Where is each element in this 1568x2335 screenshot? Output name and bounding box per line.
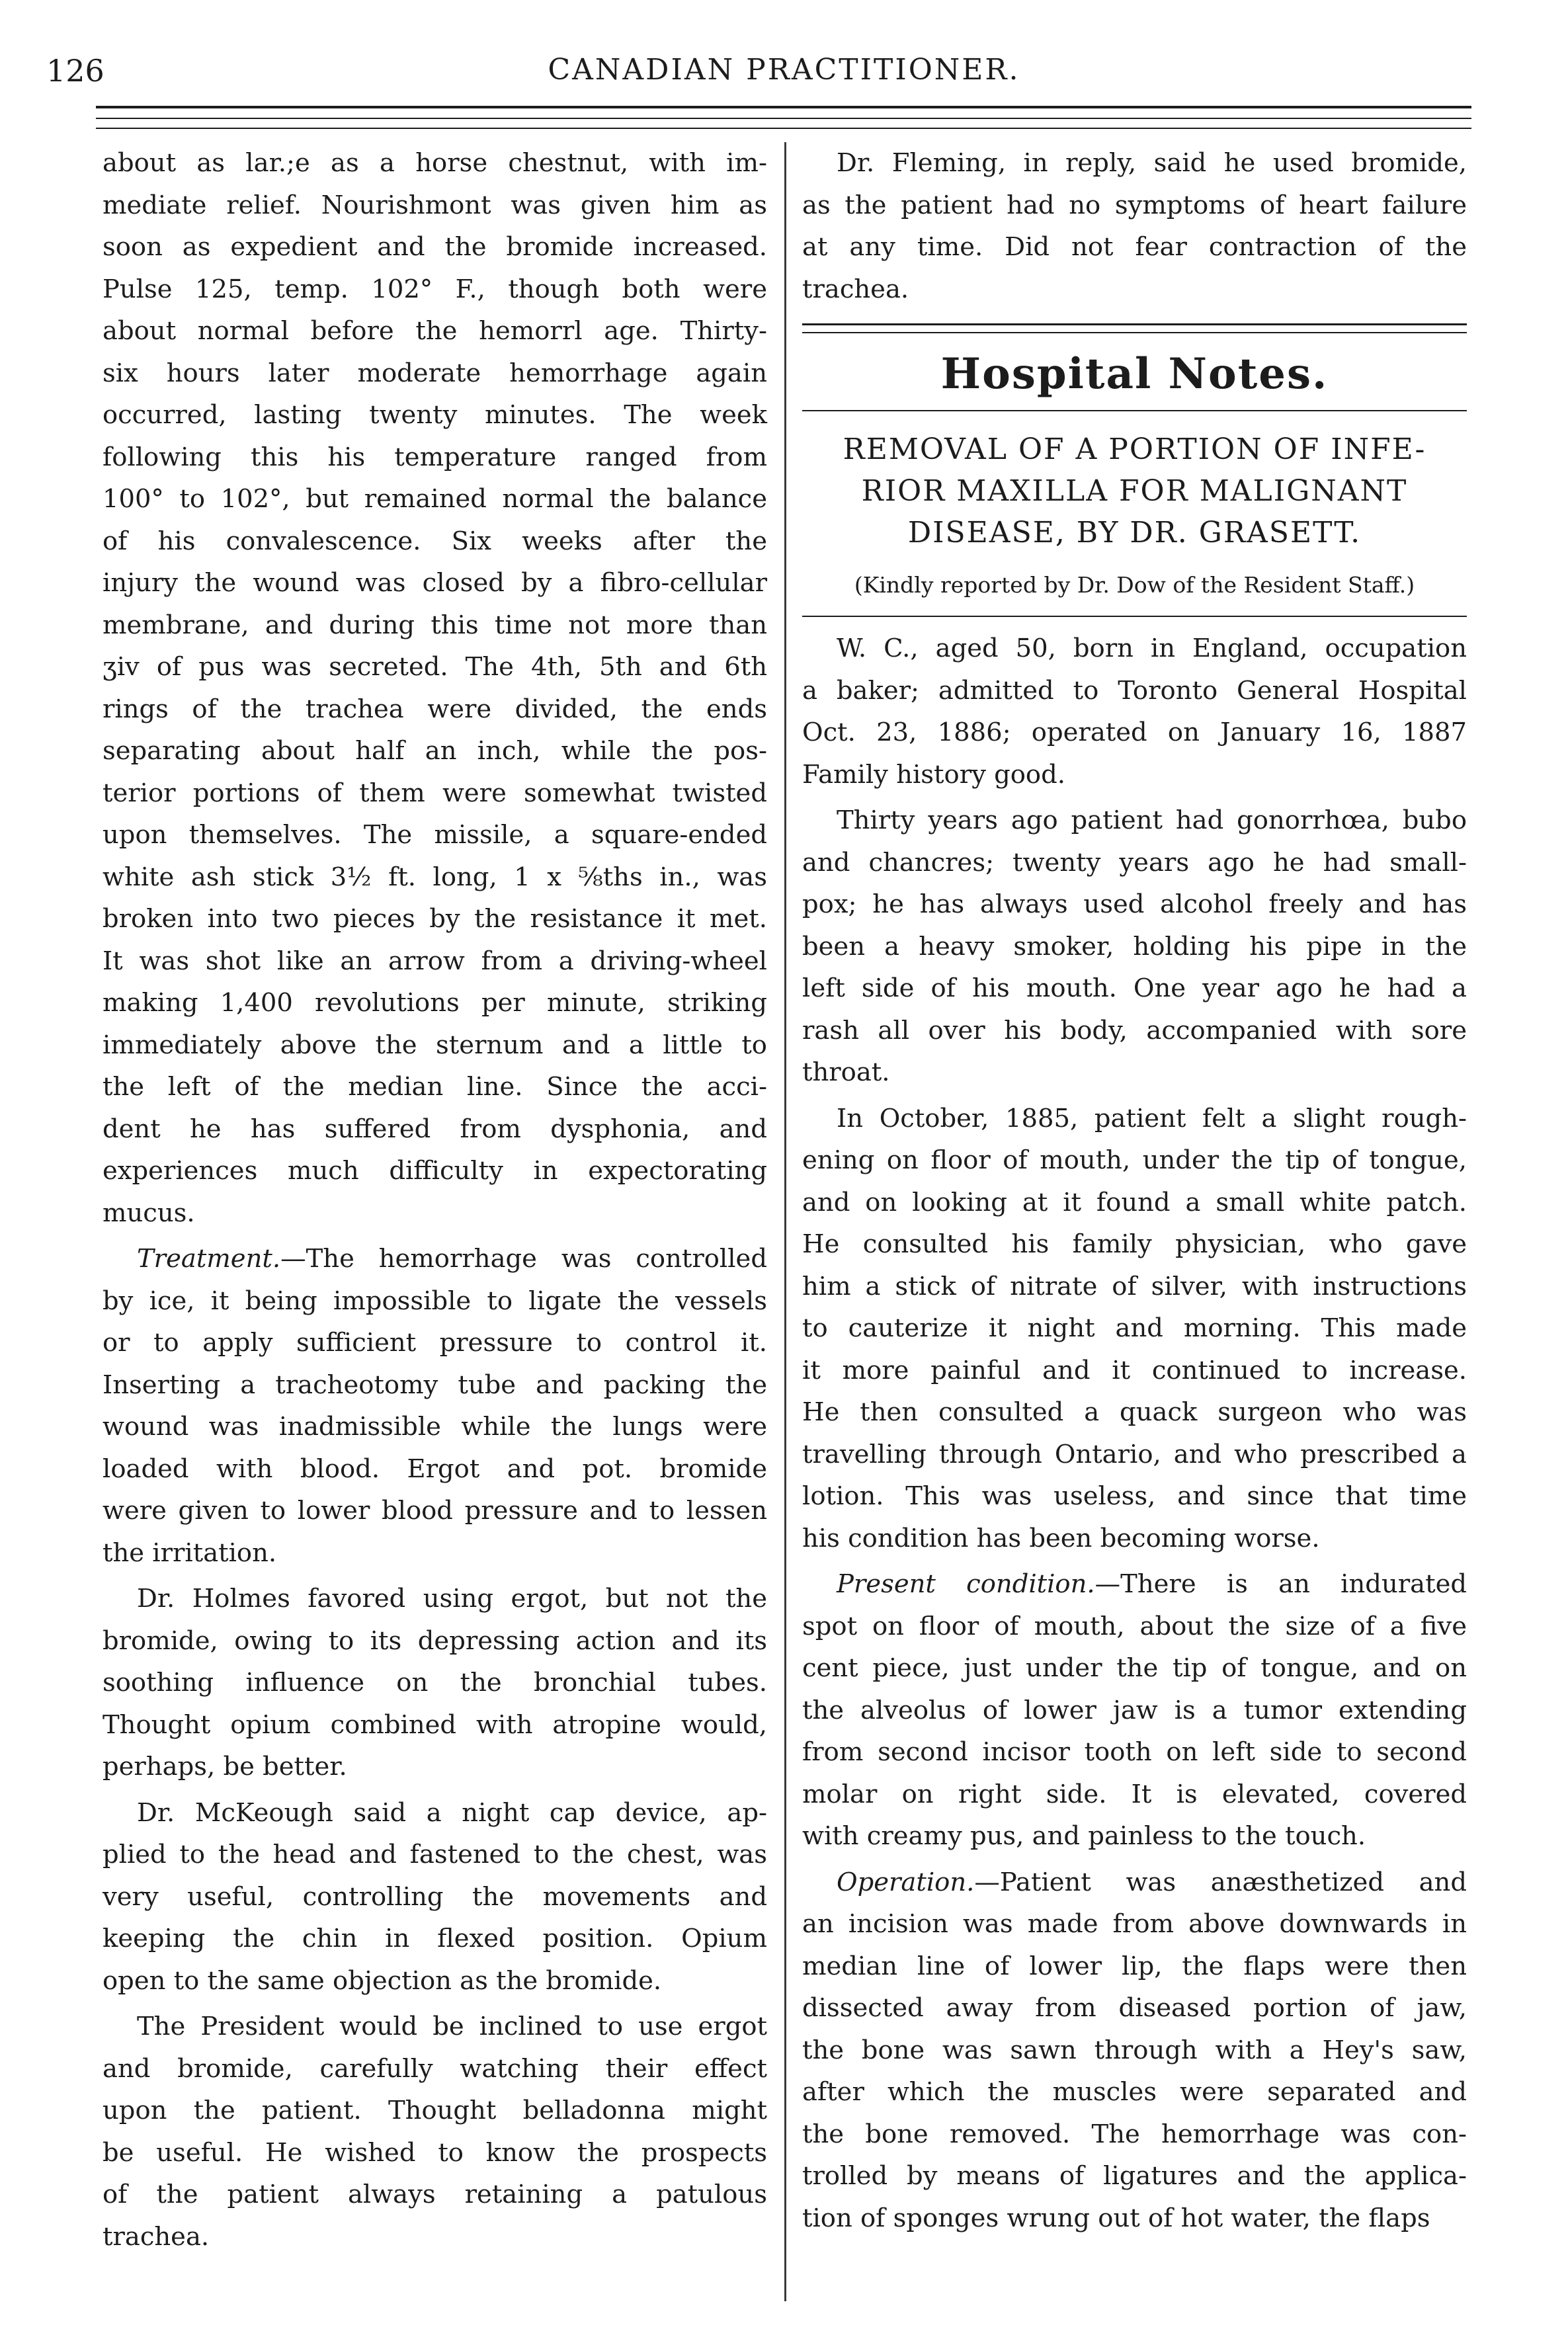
text-line: membrane, and during this time not more than: [103, 610, 767, 640]
text-line: following this his temperature ranged from: [103, 442, 767, 472]
italic-lead: Operation.: [837, 1867, 975, 1897]
text-line: upon themselves. The missile, a square-ended: [103, 820, 767, 850]
text-line: the alveolus of lower jaw is a tumor extending: [802, 1695, 1467, 1725]
text-line: at any time. Did not fear contraction of the: [802, 232, 1467, 262]
text-line: an incision was made from above downwards in: [802, 1909, 1467, 1939]
text-line: The President would be inclined to use ergot: [137, 2012, 767, 2041]
line-text: —The hemorrhage was controlled: [280, 1244, 767, 1274]
text-line: him a stick of nitrate of silver, with instructions: [802, 1271, 1467, 1301]
text-line: as the patient had no symptoms of heart failure: [802, 190, 1467, 220]
text-line: been a heavy smoker, holding his pipe in the: [802, 931, 1467, 962]
text-line: molar on right side. It is elevated, covered: [802, 1779, 1467, 1809]
column-divider: [784, 142, 786, 2301]
text-line: travelling through Ontario, and who prescribed a: [802, 1439, 1467, 1469]
text-line: his condition has been becoming worse.: [802, 1523, 1320, 1553]
paragraph: [802, 628, 1467, 796]
text-line: the bone was sawn through with a Hey's saw,: [802, 2035, 1467, 2065]
text-line: plied to the head and fastened to the chest, was: [103, 1840, 767, 1869]
text-line: Thought opium combined with atropine would,: [103, 1709, 767, 1740]
text-line: open to the same objection as the bromide.: [103, 1965, 662, 1996]
text-line: soothing influence on the bronchial tubes.: [103, 1668, 767, 1698]
paragraph: [802, 1563, 1467, 1858]
paragraph: [103, 1792, 767, 2002]
text-line: broken into two pieces by the resistance it met.: [103, 904, 767, 934]
text-line: [802, 1563, 1467, 1606]
text-line: trachea.: [103, 2221, 210, 2252]
text-line: [103, 1238, 767, 1280]
text-line: to cauterize it night and morning. This made: [802, 1313, 1467, 1343]
text-line: It was shot like an arrow from a driving-wheel: [103, 946, 767, 976]
text-line: were given to lower blood pressure and to lessen: [103, 1496, 767, 1526]
text-line: making 1,400 revolutions per minute, striking: [103, 988, 767, 1018]
text-line: occurred, lasting twenty minutes. The week: [103, 400, 767, 430]
text-line: and chancres; twenty years ago he had small-: [802, 847, 1467, 878]
paragraph: [802, 1098, 1467, 1560]
text-line: six hours later moderate hemorrhage again: [103, 358, 767, 388]
paragraph: [802, 799, 1467, 1094]
page-header: [0, 53, 1568, 106]
text-line: and bromide, carefully watching their effect: [103, 2053, 767, 2084]
text-line: W. C., aged 50, born in England, occupation: [837, 634, 1467, 663]
article-body: [802, 628, 1467, 2239]
text-line: injury the wound was closed by a fibro-cellular: [103, 568, 767, 598]
text-line: after which the muscles were separated and: [802, 2077, 1467, 2107]
paragraph: [103, 1578, 767, 1788]
text-line: 100° to 102°, but remained normal the balance: [103, 484, 767, 514]
text-line: white ash stick 3½ ft. long, 1 x ⅝ths in., was: [103, 862, 767, 892]
text-line: Thirty years ago patient had gonorrhœa, bubo: [837, 805, 1467, 835]
text-line: throat.: [802, 1057, 890, 1087]
article-title: [802, 429, 1467, 553]
text-line: Dr. Fleming, in reply, said he used bromide,: [837, 148, 1467, 178]
text-line: dissected away from diseased portion of jaw,: [802, 1993, 1467, 2023]
left-column: [103, 142, 767, 2258]
text-line: Oct. 23, 1886; operated on January 16, 1887: [802, 717, 1467, 747]
text-line: the left of the median line. Since the acci-: [103, 1072, 767, 1102]
text-line: spot on floor of mouth, about the size of a five: [802, 1611, 1467, 1641]
text-line: with creamy pus, and painless to the touch.: [802, 1821, 1366, 1851]
section-heading: Hospital Notes.: [940, 349, 1329, 399]
section-rule-top-thin: [802, 332, 1467, 333]
text-line: rings of the trachea were divided, the ends: [103, 694, 767, 724]
text-line: Dr. Holmes favored using ergot, but not the: [137, 1584, 767, 1614]
running-title: CANADIAN PRACTITIONER.: [548, 53, 1020, 87]
section-rule-top-thick: [802, 323, 1467, 325]
line-text: —Patient was anæsthetized and: [974, 1867, 1467, 1897]
paragraph: [103, 1238, 767, 1574]
text-line: terior portions of them were somewhat twisted: [103, 778, 767, 808]
header-rule-bottom: [96, 128, 1471, 129]
text-line: mediate relief. Nourishmont was given him as: [103, 190, 767, 220]
article-title-line: RIOR MAXILLA FOR MALIGNANT: [861, 474, 1408, 508]
line-text: —There is an indurated: [1094, 1569, 1467, 1599]
text-line: Pulse 125, temp. 102° F., though both were: [103, 274, 767, 304]
header-rule-thin: [96, 118, 1471, 119]
text-line: trachea.: [802, 274, 909, 304]
text-line: Dr. McKeough said a night cap device, ap-: [137, 1797, 767, 1828]
text-line: tion of sponges wrung out of hot water, the flaps: [802, 2203, 1430, 2233]
text-line: upon the patient. Thought belladonna might: [103, 2096, 767, 2125]
text-line: ʒiv of pus was secreted. The 4th, 5th and 6th: [103, 652, 767, 682]
italic-lead: Present condition.: [837, 1569, 1095, 1599]
text-line: very useful, controlling the movements and: [103, 1881, 767, 1912]
report-note: (Kindly reported by Dr. Dow of the Resident Staff.): [854, 572, 1415, 598]
text-line: of his convalescence. Six weeks after the: [103, 526, 767, 556]
text-line: the irritation.: [103, 1537, 277, 1568]
header-rule-thick: [96, 106, 1471, 108]
intro-paragraph: [802, 142, 1467, 310]
text-line: by ice, it being impossible to ligate the vessels: [103, 1286, 767, 1316]
text-line: lotion. This was useless, and since that time: [802, 1481, 1467, 1511]
text-line: separating about half an inch, while the pos-: [103, 736, 767, 766]
text-line: wound was inadmissible while the lungs were: [103, 1412, 767, 1442]
text-line: bromide, owing to its depressing action and its: [103, 1625, 767, 1656]
text-line: from second incisor tooth on left side to second: [802, 1737, 1467, 1767]
right-column: [802, 142, 1467, 2239]
text-line: He then consulted a quack surgeon who was: [802, 1397, 1467, 1427]
article-title-line: REMOVAL OF A PORTION OF INFE-: [843, 432, 1426, 466]
italic-lead: Treatment.: [137, 1244, 281, 1274]
paragraph: [103, 2006, 767, 2258]
text-line: ening on floor of mouth, under the tip of tongue,: [802, 1145, 1467, 1175]
paragraph: [802, 142, 1467, 310]
text-line: keeping the chin in flexed position. Opium: [103, 1924, 767, 1953]
text-line: about as lar.;e as a horse chestnut, with im-: [103, 148, 767, 178]
text-line: or to apply sufficient pressure to control it.: [103, 1328, 767, 1358]
text-line: mucus.: [103, 1198, 195, 1228]
text-line: experiences much difficulty in expectorating: [103, 1156, 767, 1186]
text-line: immediately above the sternum and a little to: [103, 1030, 767, 1060]
text-line: perhaps, be better.: [103, 1752, 347, 1782]
text-line: Inserting a tracheotomy tube and packing the: [103, 1370, 767, 1400]
text-line: He consulted his family physician, who gave: [802, 1229, 1467, 1259]
section-rule-bottom: [802, 410, 1467, 411]
text-line: trolled by means of ligatures and the applica-: [802, 2161, 1467, 2191]
text-line: about normal before the hemorrl age. Thirty-: [103, 316, 767, 346]
text-line: of the patient always retaining a patulous: [103, 2180, 767, 2209]
paragraph: [103, 142, 767, 1234]
text-line: be useful. He wished to know the prospects: [103, 2137, 767, 2168]
text-line: rash all over his body, accompanied with sore: [802, 1015, 1467, 1045]
text-line: median line of lower lip, the flaps were then: [802, 1951, 1467, 1981]
article-title-line: DISEASE, BY DR. GRASETT.: [907, 516, 1362, 550]
text-line: cent piece, just under the tip of tongue, and on: [802, 1653, 1467, 1683]
text-line: In October, 1885, patient felt a slight rough-: [837, 1103, 1467, 1133]
text-line: loaded with blood. Ergot and pot. bromide: [103, 1454, 767, 1484]
text-line: dent he has suffered from dysphonia, and: [103, 1114, 767, 1144]
text-line: [802, 1862, 1467, 1904]
text-line: the bone removed. The hemorrhage was con-: [802, 2119, 1467, 2149]
text-line: left side of his mouth. One year ago he had a: [802, 973, 1467, 1003]
text-line: pox; he has always used alcohol freely and has: [802, 889, 1467, 919]
page-number: 126: [46, 53, 104, 89]
text-line: soon as expedient and the bromide increased.: [103, 232, 767, 262]
text-line: it more painful and it continued to increase.: [802, 1355, 1467, 1385]
text-line: Family history good.: [802, 759, 1065, 790]
text-line: a baker; admitted to Toronto General Hospital: [802, 675, 1467, 706]
report-rule: [802, 616, 1467, 617]
paragraph: [802, 1862, 1467, 2240]
text-line: and on looking at it found a small white patch.: [802, 1187, 1467, 1217]
